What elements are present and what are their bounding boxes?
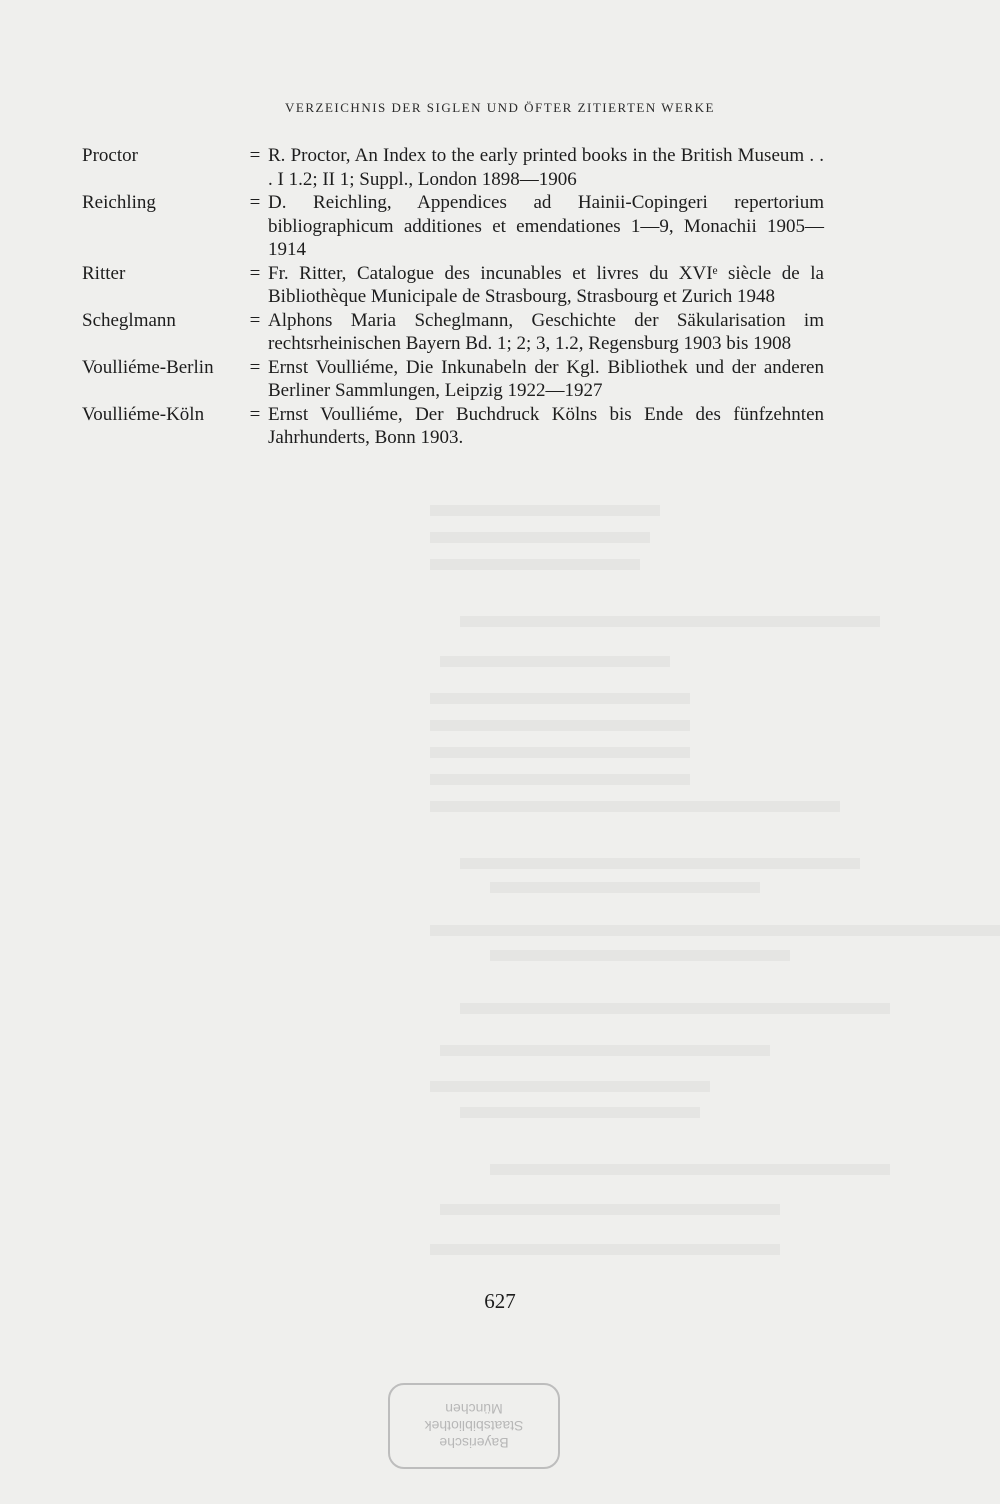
entry-key: Proctor xyxy=(82,145,138,166)
entry-key: Scheglmann xyxy=(82,309,176,331)
page-number: 627 xyxy=(484,1289,516,1313)
entry-body: Fr. Ritter, Catalogue des incunables et livres du XVIᵉ siècle de la Bibliothèque Municipale de Strasbourg, Strasbourg et Zurich 1948 xyxy=(268,262,824,307)
stamp-line: München xyxy=(445,1401,503,1418)
entry-body: R. Proctor, An Index to the early printed books in the British Museum . . . I 1.2; II 1; Suppl., London 1898—1906 xyxy=(268,145,824,190)
equals-sign: = xyxy=(249,403,261,425)
entry-key: Voulliéme-Köln xyxy=(82,403,205,425)
equals-sign: = xyxy=(249,145,261,166)
sigla-list xyxy=(82,144,824,450)
stamp-line: Bayerische xyxy=(439,1435,509,1452)
entry-ritter xyxy=(82,262,824,309)
entry-reichling xyxy=(82,191,824,262)
equals-sign: = xyxy=(249,192,261,213)
entry-voullieme-berlin xyxy=(82,356,824,403)
equals-sign: = xyxy=(249,309,261,331)
equals-sign: = xyxy=(249,356,261,378)
entry-proctor xyxy=(82,144,824,191)
stamp-line: Staatsbibliothek xyxy=(424,1418,524,1435)
running-head: VERZEICHNIS DER SIGLEN UND ÖFTER ZITIERTEN WERKE xyxy=(285,100,715,115)
equals-sign: = xyxy=(249,262,261,284)
entry-body: D. Reichling, Appendices ad Hainii-Copingeri repertorium bibliographicum additiones et emendationes 1—9, Monachii 1905—1914 xyxy=(268,192,824,260)
entry-body: Ernst Voulliéme, Die Inkunabeln der Kgl. Bibliothek und der anderen Berliner Sammlungen, Leipzig 1922—1927 xyxy=(268,356,824,401)
entry-key: Voulliéme-Berlin xyxy=(82,356,214,378)
entry-voullieme-koeln xyxy=(82,403,824,450)
entry-body: Ernst Voulliéme, Der Buchdruck Kölns bis Ende des fünfzehnten Jahrhunderts, Bonn 1903. xyxy=(268,403,824,448)
entry-body: Alphons Maria Scheglmann, Geschichte der Säkularisation im rechtsrheinischen Bayern Bd. 1; 2; 3, 1.2, Regensburg 1903 bis 1908 xyxy=(268,309,824,354)
entry-scheglmann xyxy=(82,309,824,356)
entry-key: Reichling xyxy=(82,192,156,213)
entry-key: Ritter xyxy=(82,262,126,284)
library-stamp xyxy=(388,1383,560,1469)
